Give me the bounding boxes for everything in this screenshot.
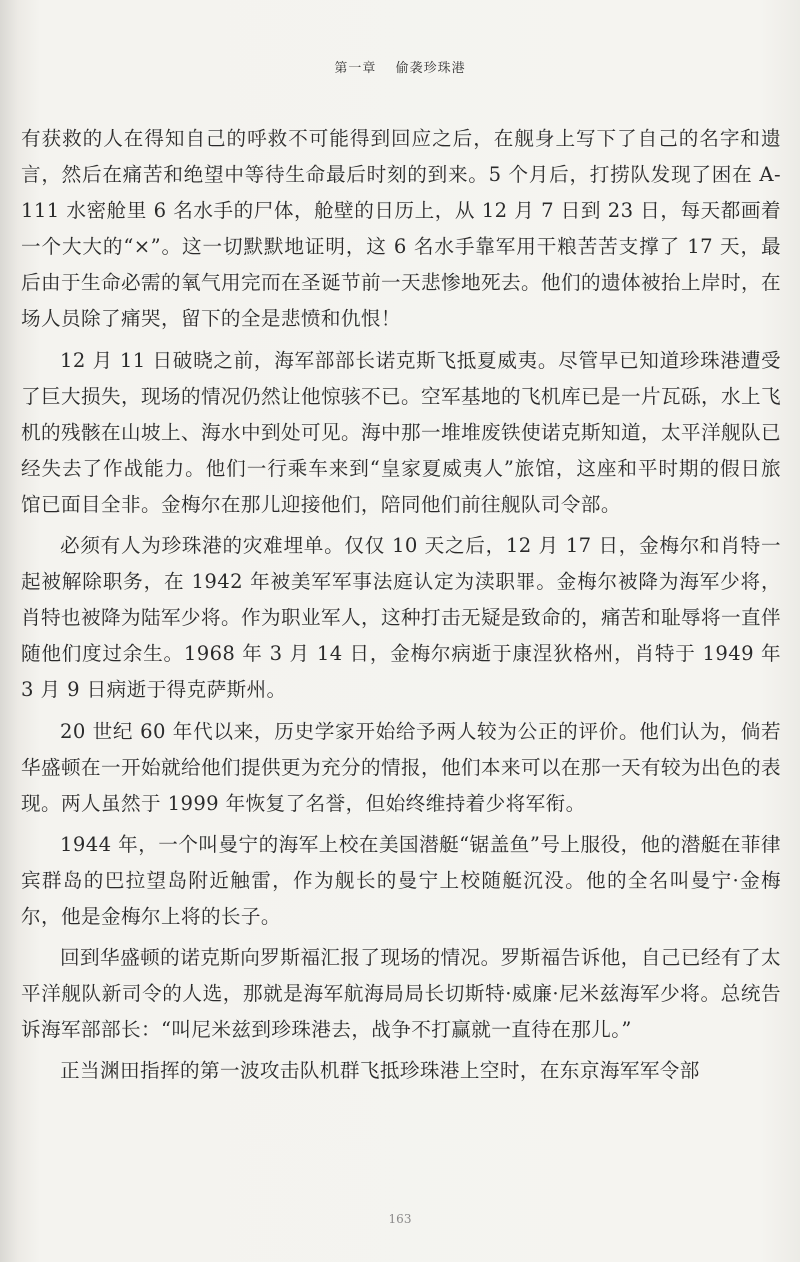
paragraph: 有获救的人在得知自己的呼救不可能得到回应之后，在舰身上写下了自己的名字和遗言，然后在痛苦和绝望中等待生命最后时刻的到来。5 个月后，打捞队发现了困在 A-111 水密舱里 6 名水手的尸体，舱壁的日历上，从 12 月 7 日到 23 日，每天都画着一个大大的“×”。这一切默默地证明，这 6 名水手靠军用干粮苦苦支撑了 17 天，最后由于生命必需的氧气用完而在圣诞节前一天悲惨地死去。他们的遗体被抬上岸时，在场人员除了痛哭，留下的全是悲愤和仇恨！ bbox=[21, 127, 781, 331]
chapter-title: 偷袭珍珠港 bbox=[395, 61, 466, 76]
paragraph: 正当渊田指挥的第一波攻击队机群飞抵珍珠港上空时，在东京海军军令部 bbox=[60, 1059, 700, 1083]
page-number: 163 bbox=[388, 1212, 412, 1226]
body-text bbox=[21, 121, 781, 1094]
chapter-label: 第一章 bbox=[334, 61, 377, 76]
paragraph: 12 月 11 日破晓之前，海军部部长诺克斯飞抵夏威夷。尽管早已知道珍珠港遭受了巨大损失，现场的情况仍然让他惊骇不已。空军基地的飞机库已是一片瓦砾，水上飞机的残骸在山坡上、海水中到处可见。海中那一堆堆废铁使诺克斯知道，太平洋舰队已经失去了作战能力。他们一行乘车来到“皇家夏威夷人”旅馆，这座和平时期的假日旅馆已面目全非。金梅尔在那儿迎接他们，陪同他们前往舰队司令部。 bbox=[21, 348, 781, 516]
paragraph: 1944 年，一个叫曼宁的海军上校在美国潜艇“锯盖鱼”号上服役，他的潜艇在菲律宾群岛的巴拉望岛附近触雷，作为舰长的曼宁上校随艇沉没。他的全名叫曼宁·金梅尔，他是金梅尔上将的长子。 bbox=[21, 832, 781, 928]
paragraph: 必须有人为珍珠港的灾难埋单。仅仅 10 天之后，12 月 17 日，金梅尔和肖特一起被解除职务，在 1942 年被美军军事法庭认定为渎职罪。金梅尔被降为海军少将，肖特也被降为陆军少将。作为职业军人，这种打击无疑是致命的，痛苦和耻辱将一直伴随他们度过余生。1968 年 3 月 14 日，金梅尔病逝于康涅狄格州，肖特于 1949 年 3 月 9 日病逝于得克萨斯州。 bbox=[21, 534, 781, 702]
paragraph: 回到华盛顿的诺克斯向罗斯福汇报了现场的情况。罗斯福告诉他，自己已经有了太平洋舰队新司令的人选，那就是海军航海局局长切斯特·威廉·尼米兹海军少将。总统告诉海军部部长：“叫尼米兹到珍珠港去，战争不打赢就一直待在那儿。” bbox=[21, 946, 781, 1042]
paragraph: 20 世纪 60 年代以来，历史学家开始给予两人较为公正的评价。他们认为，倘若华盛顿在一开始就给他们提供更为充分的情报，他们本来可以在那一天有较为出色的表现。两人虽然于 1999 年恢复了名誉，但始终维持着少将军衔。 bbox=[21, 719, 781, 815]
running-header bbox=[0, 57, 800, 76]
